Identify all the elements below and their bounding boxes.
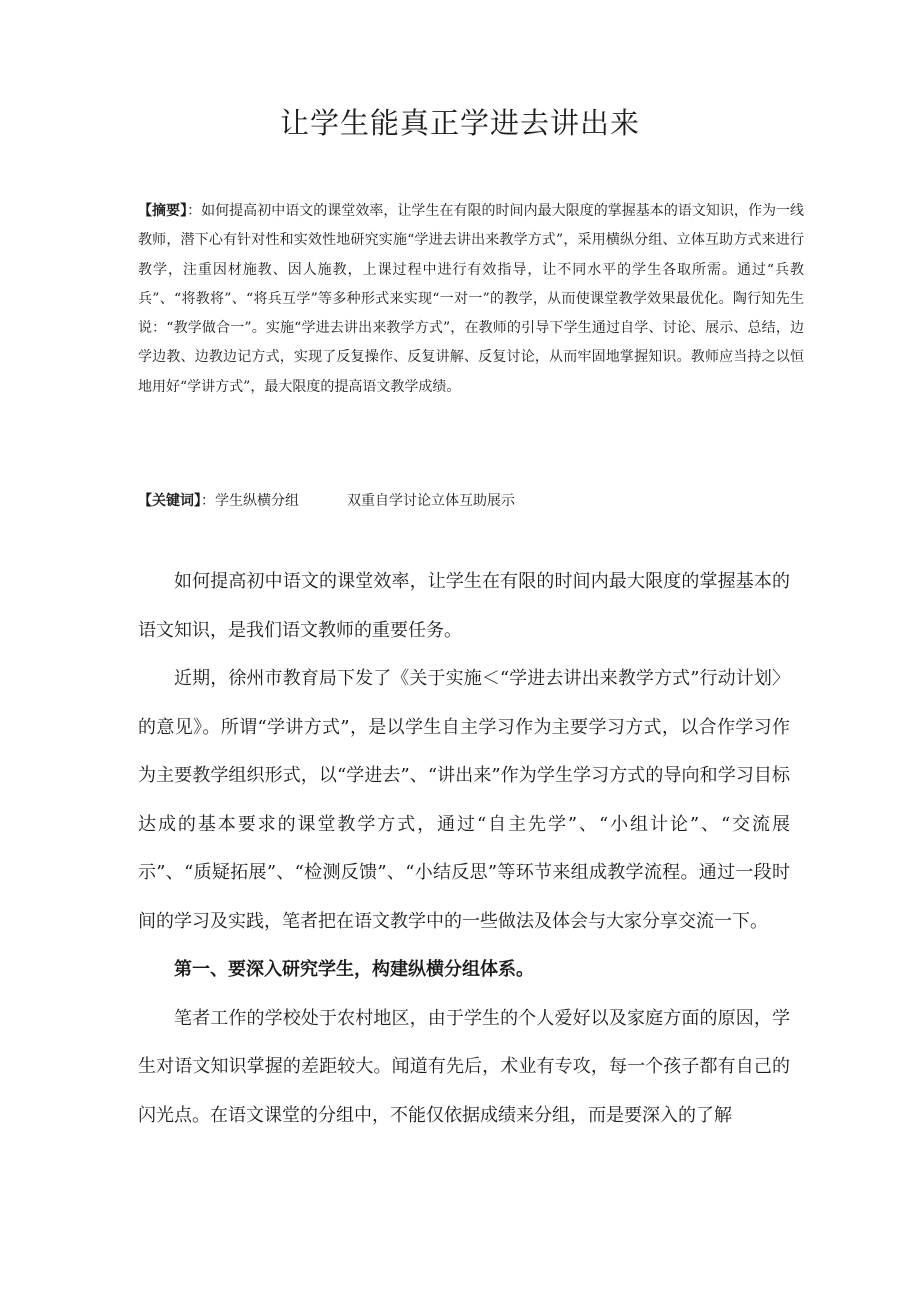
abstract-label: 【摘要】 — [138, 203, 188, 219]
keywords-block — [138, 487, 804, 516]
abstract-text: ：如何提高初中语文的课堂效率，让学生在有限的时间内最大限度的掌握基本的语文知识，作为一线教师，潜下心有针对性和实效性地研究实施“学进去讲出来教学方式”，采用横纵分组、立体互助方式来进行教学，注重因材施教、因人施教，上课过程中进行有效指导，让不同水平的学生各取所需。通过“兵教兵”、“将教将”、“将兵互学”等多种形式来实现“一对一”的教学，从而使课堂教学效果最优化。陶行知先生说：“教学做合一”。实施“学进去讲出来教学方式”，在教师的引导下学生通过自学、讨论、展示、总结，边学边教、边教边记方式，实现了反复操作、反复讲解、反复讨论，从而牢固地掌握知识。教师应当持之以恒地用好“学讲方式”，最大限度的提高语文教学成绩。 — [138, 203, 805, 395]
body-paragraph-1: 如何提高初中语文的课堂效率，让学生在有限的时间内最大限度的掌握基本的语文知识，是我们语文教师的重要任务。 — [138, 571, 790, 641]
section-paragraph: 笔者工作的学校处于农村地区，由于学生的个人爱好以及家庭方面的原因，学生对语文知识掌握的差距较大。闻道有先后，术业有专攻，每一个孩子都有自己的闪光点。在语文课堂的分组中，不能仅依据成绩来分组，而是要深入的了解 — [138, 1007, 790, 1126]
keyword-2: 双重自学讨论立体互助展示 — [347, 493, 515, 509]
document-title: 让学生能真正学进去讲出来 — [279, 106, 640, 140]
body-text — [138, 558, 790, 1140]
section-heading: 第一、要深入研究学生，构建纵横分组体系。 — [174, 959, 534, 980]
keyword-1: 学生纵横分组 — [215, 493, 299, 509]
abstract-block — [138, 197, 804, 402]
keywords-label: 【关键词】 — [138, 493, 201, 509]
keywords-separator: ： — [201, 493, 215, 509]
body-paragraph-2: 近期，徐州市教育局下发了《关于实施＜“学进去讲出来教学方式”行动计划〉的意见》。所谓“学讲方式”，是以学生自主学习作为主要学习方式，以合作学习作为主要教学组织形式，以“学进去”、“讲出来”作为学生学习方式的导向和学习目标达成的基本要求的课堂教学方式，通过“自主先学”、“小组计论”、“交流展示”、“质疑拓展”、“检测反馈”、“小结反思”等环节来组成教学流程。通过一段时间的学习及实践，笔者把在语文教学中的一些做法及体会与大家分享交流一下。 — [138, 668, 790, 932]
